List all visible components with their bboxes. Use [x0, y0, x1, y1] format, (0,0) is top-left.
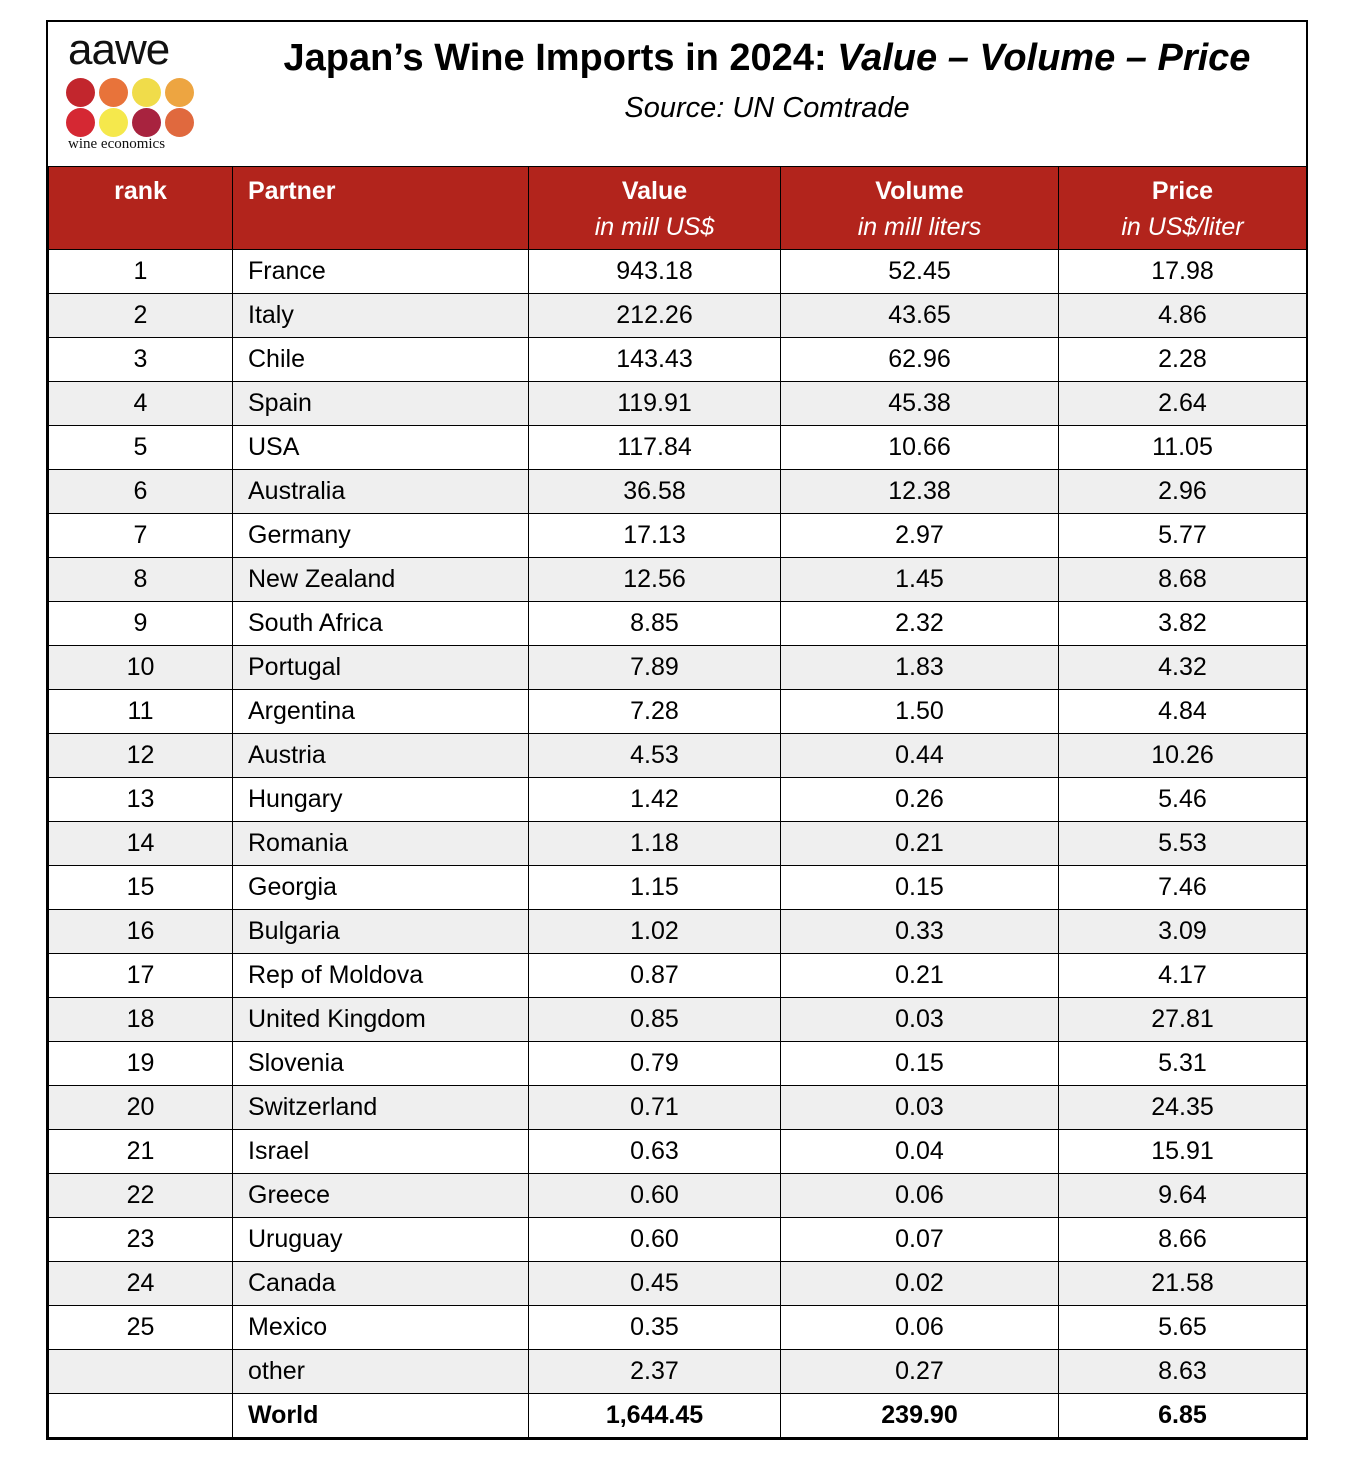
partner-cell: Slovenia	[233, 1042, 529, 1086]
table-row	[49, 1306, 1307, 1350]
volume-cell: 0.06	[781, 1174, 1059, 1218]
value-cell: 12.56	[529, 558, 781, 602]
price-cell: 15.91	[1059, 1130, 1307, 1174]
price-cell: 11.05	[1059, 426, 1307, 470]
volume-cell: 43.65	[781, 294, 1059, 338]
partner-cell: Australia	[233, 470, 529, 514]
table-row	[49, 998, 1307, 1042]
volume-cell: 1.50	[781, 690, 1059, 734]
partner-cell: United Kingdom	[233, 998, 529, 1042]
title-plain: Japan’s Wine Imports in 2024:	[283, 37, 838, 79]
price-cell: 8.63	[1059, 1350, 1307, 1394]
partner-cell: Argentina	[233, 690, 529, 734]
price-cell: 24.35	[1059, 1086, 1307, 1130]
table-row	[49, 1262, 1307, 1306]
value-cell: 0.85	[529, 998, 781, 1042]
value-cell: 36.58	[529, 470, 781, 514]
rank-cell: 18	[49, 998, 233, 1042]
partner-cell: World	[233, 1394, 529, 1438]
table-row	[49, 1130, 1307, 1174]
rank-cell: 20	[49, 1086, 233, 1130]
price-cell: 5.31	[1059, 1042, 1307, 1086]
table-row	[49, 470, 1307, 514]
partner-cell: France	[233, 250, 529, 294]
rank-cell: 12	[49, 734, 233, 778]
value-cell: 1.02	[529, 910, 781, 954]
partner-cell: Portugal	[233, 646, 529, 690]
value-cell: 0.60	[529, 1218, 781, 1262]
volume-cell: 2.32	[781, 602, 1059, 646]
price-cell: 4.32	[1059, 646, 1307, 690]
value-cell: 117.84	[529, 426, 781, 470]
rank-cell	[49, 1350, 233, 1394]
value-cell: 0.79	[529, 1042, 781, 1086]
price-cell: 10.26	[1059, 734, 1307, 778]
header-row	[49, 167, 1307, 250]
price-cell: 2.28	[1059, 338, 1307, 382]
logo-dot	[132, 78, 161, 107]
partner-cell: other	[233, 1350, 529, 1394]
rank-cell: 22	[49, 1174, 233, 1218]
partner-cell: South Africa	[233, 602, 529, 646]
table-row	[49, 1350, 1307, 1394]
value-cell: 0.71	[529, 1086, 781, 1130]
partner-cell: Georgia	[233, 866, 529, 910]
price-cell: 8.68	[1059, 558, 1307, 602]
partner-cell: Rep of Moldova	[233, 954, 529, 998]
col-label: Value	[621, 177, 688, 205]
table-row	[49, 866, 1307, 910]
rank-cell: 21	[49, 1130, 233, 1174]
col-unit: in US$/liter	[1121, 213, 1244, 241]
volume-cell: 0.21	[781, 954, 1059, 998]
rank-cell: 10	[49, 646, 233, 690]
partner-cell: Mexico	[233, 1306, 529, 1350]
volume-cell: 0.03	[781, 998, 1059, 1042]
value-cell: 119.91	[529, 382, 781, 426]
value-cell: 0.63	[529, 1130, 781, 1174]
volume-cell: 0.06	[781, 1306, 1059, 1350]
partner-cell: Uruguay	[233, 1218, 529, 1262]
rank-cell: 8	[49, 558, 233, 602]
rank-cell: 14	[49, 822, 233, 866]
value-cell: 7.89	[529, 646, 781, 690]
rank-cell: 5	[49, 426, 233, 470]
rank-cell: 19	[49, 1042, 233, 1086]
volume-cell: 2.97	[781, 514, 1059, 558]
volume-cell: 0.03	[781, 1086, 1059, 1130]
table-body	[49, 250, 1307, 1438]
value-cell: 943.18	[529, 250, 781, 294]
value-cell: 17.13	[529, 514, 781, 558]
page-subtitle: Source: UN Comtrade	[624, 92, 910, 124]
col-header-partner	[233, 167, 529, 250]
col-label: Volume	[875, 177, 964, 205]
table-row	[49, 602, 1307, 646]
value-cell: 212.26	[529, 294, 781, 338]
table-row	[49, 778, 1307, 822]
logo-word: aawe	[68, 25, 170, 74]
value-cell: 7.28	[529, 690, 781, 734]
rank-cell: 17	[49, 954, 233, 998]
logo-dot	[165, 108, 194, 137]
value-cell: 143.43	[529, 338, 781, 382]
table-row	[49, 514, 1307, 558]
title-italic: Value – Volume – Price	[837, 37, 1251, 79]
partner-cell: Switzerland	[233, 1086, 529, 1130]
partner-cell: Israel	[233, 1130, 529, 1174]
volume-cell: 0.21	[781, 822, 1059, 866]
table-row	[49, 954, 1307, 998]
col-header-value	[529, 167, 781, 250]
table-frame	[46, 20, 1308, 1440]
col-unit: in mill liters	[857, 213, 982, 241]
col-unit: in mill US$	[594, 213, 715, 241]
volume-cell: 45.38	[781, 382, 1059, 426]
rank-cell: 4	[49, 382, 233, 426]
rank-cell: 7	[49, 514, 233, 558]
partner-cell: Chile	[233, 338, 529, 382]
partner-cell: Spain	[233, 382, 529, 426]
price-cell: 3.82	[1059, 602, 1307, 646]
price-cell: 5.77	[1059, 514, 1307, 558]
table-row	[49, 338, 1307, 382]
rank-cell: 9	[49, 602, 233, 646]
logo-tagline: wine economics	[68, 136, 166, 152]
table-row	[49, 250, 1307, 294]
rank-cell: 25	[49, 1306, 233, 1350]
rank-cell	[49, 1394, 233, 1438]
value-cell: 1.15	[529, 866, 781, 910]
header	[48, 22, 1306, 166]
price-cell: 5.53	[1059, 822, 1307, 866]
rank-cell: 1	[49, 250, 233, 294]
volume-cell: 239.90	[781, 1394, 1059, 1438]
value-cell: 2.37	[529, 1350, 781, 1394]
rank-cell: 16	[49, 910, 233, 954]
partner-cell: Austria	[233, 734, 529, 778]
price-cell: 8.66	[1059, 1218, 1307, 1262]
logo-dot	[132, 108, 161, 137]
volume-cell: 0.33	[781, 910, 1059, 954]
volume-cell: 62.96	[781, 338, 1059, 382]
partner-cell: Bulgaria	[233, 910, 529, 954]
table-row	[49, 646, 1307, 690]
table-row	[49, 910, 1307, 954]
volume-cell: 52.45	[781, 250, 1059, 294]
logo-dot	[99, 78, 128, 107]
price-cell: 4.86	[1059, 294, 1307, 338]
rank-cell: 3	[49, 338, 233, 382]
table-row	[49, 382, 1307, 426]
price-cell: 3.09	[1059, 910, 1307, 954]
imports-table	[48, 166, 1307, 1438]
partner-cell: USA	[233, 426, 529, 470]
value-cell: 1.42	[529, 778, 781, 822]
partner-cell: Canada	[233, 1262, 529, 1306]
partner-cell: New Zealand	[233, 558, 529, 602]
total-row	[49, 1394, 1307, 1438]
rank-cell: 11	[49, 690, 233, 734]
partner-cell: Greece	[233, 1174, 529, 1218]
rank-cell: 23	[49, 1218, 233, 1262]
table-row	[49, 734, 1307, 778]
partner-cell: Germany	[233, 514, 529, 558]
volume-cell: 1.83	[781, 646, 1059, 690]
volume-cell: 0.15	[781, 866, 1059, 910]
price-cell: 2.64	[1059, 382, 1307, 426]
col-label: Price	[1151, 177, 1214, 205]
table-row	[49, 1174, 1307, 1218]
value-cell: 0.87	[529, 954, 781, 998]
logo-dot	[99, 108, 128, 137]
volume-cell: 0.44	[781, 734, 1059, 778]
price-cell: 7.46	[1059, 866, 1307, 910]
col-label: Partner	[248, 177, 336, 205]
value-cell: 0.60	[529, 1174, 781, 1218]
page-title	[228, 36, 1306, 80]
table-row	[49, 1086, 1307, 1130]
volume-cell: 10.66	[781, 426, 1059, 470]
volume-cell: 12.38	[781, 470, 1059, 514]
volume-cell: 0.02	[781, 1262, 1059, 1306]
price-cell: 17.98	[1059, 250, 1307, 294]
table-row	[49, 426, 1307, 470]
value-cell: 8.85	[529, 602, 781, 646]
price-cell: 2.96	[1059, 470, 1307, 514]
value-cell: 0.35	[529, 1306, 781, 1350]
partner-cell: Romania	[233, 822, 529, 866]
price-cell: 21.58	[1059, 1262, 1307, 1306]
volume-cell: 0.15	[781, 1042, 1059, 1086]
rank-cell: 24	[49, 1262, 233, 1306]
aawe-logo	[66, 25, 196, 152]
price-cell: 4.17	[1059, 954, 1307, 998]
col-header-volume	[781, 167, 1059, 250]
rank-cell: 13	[49, 778, 233, 822]
table-row	[49, 1042, 1307, 1086]
price-cell: 5.65	[1059, 1306, 1307, 1350]
volume-cell: 0.27	[781, 1350, 1059, 1394]
price-cell: 5.46	[1059, 778, 1307, 822]
price-cell: 4.84	[1059, 690, 1307, 734]
partner-cell: Hungary	[233, 778, 529, 822]
table-row	[49, 294, 1307, 338]
value-cell: 1,644.45	[529, 1394, 781, 1438]
table-row	[49, 690, 1307, 734]
logo-dots	[66, 78, 196, 138]
volume-cell: 0.26	[781, 778, 1059, 822]
table-row	[49, 558, 1307, 602]
partner-cell: Italy	[233, 294, 529, 338]
col-header-price	[1059, 167, 1307, 250]
col-label: rank	[114, 177, 167, 205]
col-header-rank	[49, 167, 233, 250]
price-cell: 6.85	[1059, 1394, 1307, 1438]
rank-cell: 6	[49, 470, 233, 514]
price-cell: 27.81	[1059, 998, 1307, 1042]
value-cell: 1.18	[529, 822, 781, 866]
rank-cell: 2	[49, 294, 233, 338]
price-cell: 9.64	[1059, 1174, 1307, 1218]
value-cell: 4.53	[529, 734, 781, 778]
logo-dot	[165, 78, 194, 107]
table-row	[49, 1218, 1307, 1262]
table-row	[49, 822, 1307, 866]
logo-dot	[66, 78, 95, 107]
logo-dot	[66, 108, 95, 137]
volume-cell: 1.45	[781, 558, 1059, 602]
volume-cell: 0.07	[781, 1218, 1059, 1262]
volume-cell: 0.04	[781, 1130, 1059, 1174]
value-cell: 0.45	[529, 1262, 781, 1306]
rank-cell: 15	[49, 866, 233, 910]
